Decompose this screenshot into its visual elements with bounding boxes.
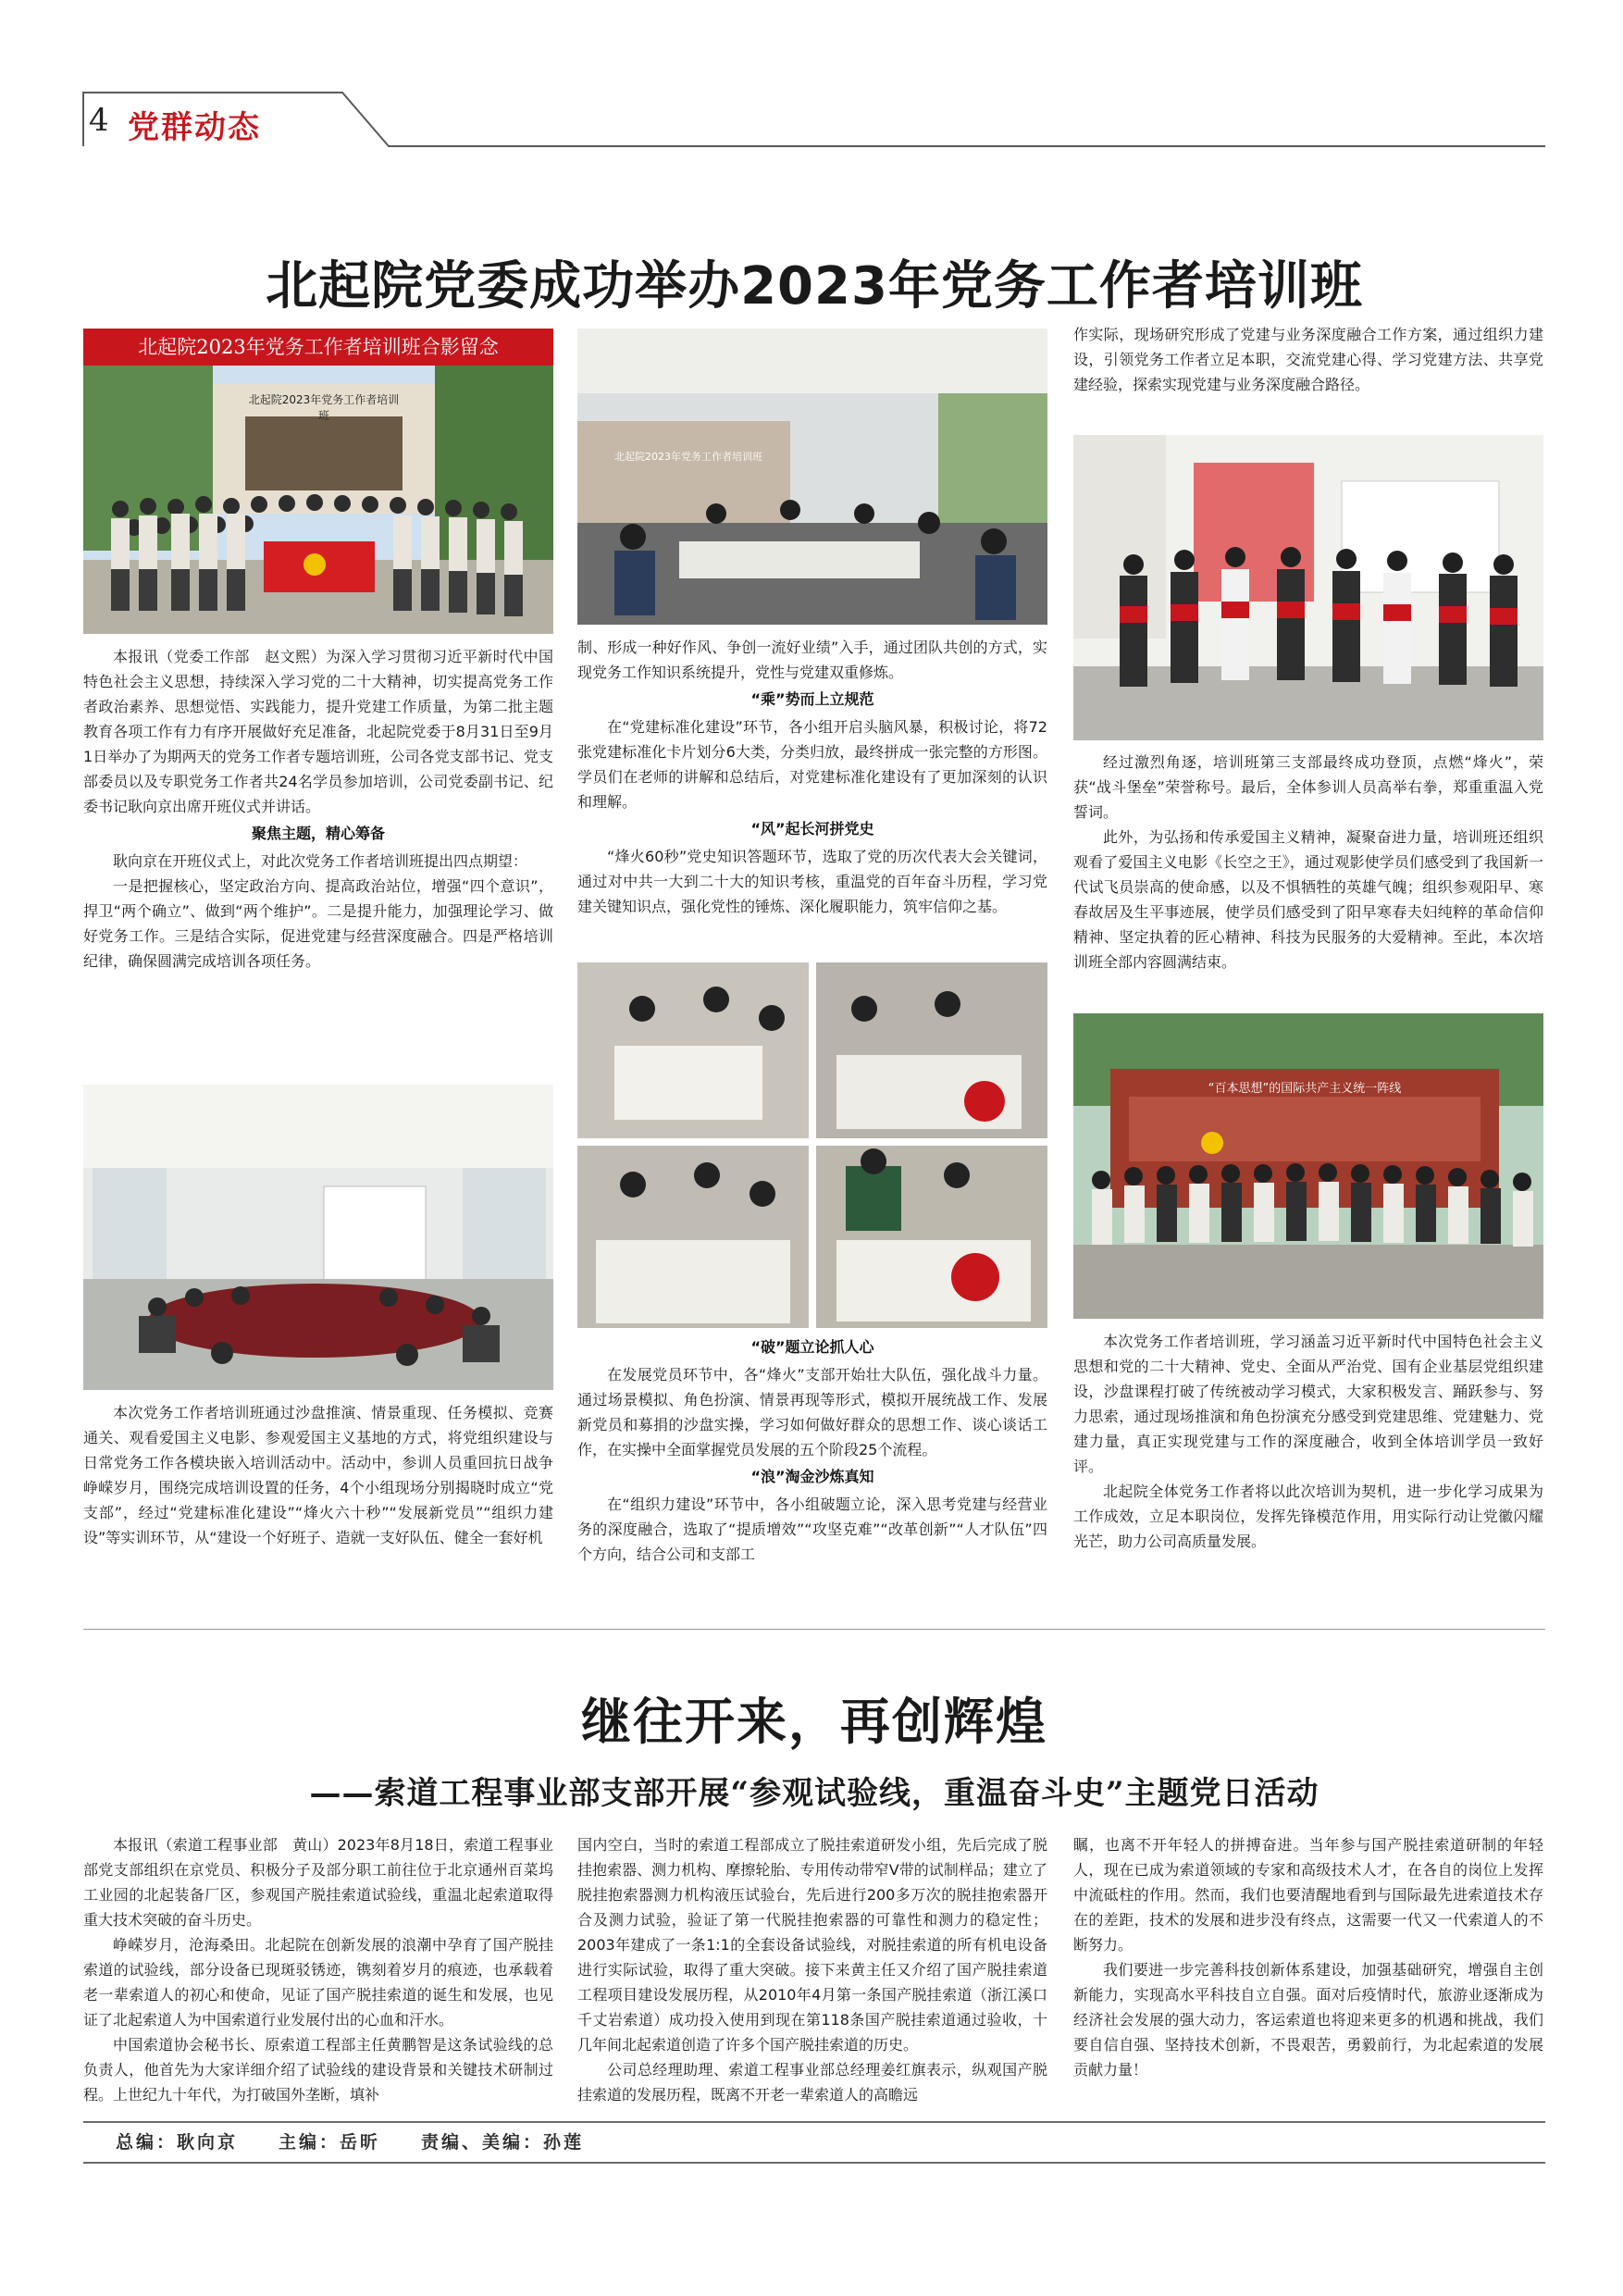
subheading-standardization: “乘”势而上立规范 [750, 690, 874, 708]
article2-title: 继往开来，再创辉煌 [581, 1693, 1047, 1751]
award-ceremony-photo [1073, 435, 1543, 740]
award-ceremony-photo-image [1073, 435, 1543, 740]
classroom-photo [83, 1085, 553, 1390]
training-session-photo-image [577, 329, 1047, 625]
training-session-banner: 北起院2023年党务工作者培训班 [614, 451, 762, 463]
article2-column-1 [83, 1832, 553, 2107]
article1-column-3-end [1073, 1329, 1543, 1554]
article2-paragraph: 瞩，也离不开年轻人的拼搏奋进。当年参与国产脱挂索道研制的年轻人，现在已成为索道领域的专家和高级技术人才，在各自的岗位上发挥中流砥柱的作用。然而，我们也要清醒地看到与国际最先进索道技术存在的差距，技术的发展和进步没有终点，这需要一代又一代索道人的不断努力。 [1073, 1836, 1543, 1954]
subheading-breakthrough: “破”题立论抓人心 [750, 1338, 874, 1356]
memorial-visit-banner: “百本思想”的国际共产主义统一阵线 [1208, 1082, 1402, 1096]
article1-paragraph: 作实际，现场研究形成了党建与业务深度融合工作方案，通过组织力建设，引领党务工作者立足本职，交流党建心得、学习党建方法、共享党建经验，探索实现党建与业务深度融合路径。 [1073, 326, 1543, 393]
article1-column-3-middle [1073, 750, 1543, 974]
article-divider [83, 1629, 1545, 1630]
article1-column-2-continued [577, 1333, 1047, 1567]
article2-column-2 [577, 1832, 1047, 2107]
article2-paragraph: 峥嵘岁月，沧海桑田。北起院在创新发展的浪潮中孕育了国产脱挂索道的试验线，部分设备已现斑驳锈迹，镌刻着岁月的痕迹，也承载着老一辈索道人的初心和使命，见证了国产脱挂索道的诞生和发展，也见证了北起索道人为中国索道行业发展付出的心血和汗水。 [83, 1936, 553, 2029]
article1-paragraph: 在发展党员环节中，各“烽火”支部开始壮大队伍，强化战斗力量。通过场景模拟、角色扮演、情景再现等形式，模拟开展统战工作、发展新党员和募捐的沙盘实操，学习如何做好群众的思想工作、谈心谈话工作，在实操中全面掌握党员发展的五个阶段25个流程。 [577, 1366, 1047, 1458]
article1-paragraph: 在“组织力建设”环节中，各小组破题立论，深入思考党建与经营业务的深度融合，选取了“提质增效”“攻坚克难”“改革创新”“人才队伍”四个方向，结合公司和支部工 [577, 1496, 1047, 1563]
section-title: 党群动态 [128, 109, 261, 146]
article1-paragraph: 耿向京在开班仪式上，对此次党务工作者培训班提出四点期望： [113, 852, 528, 870]
article2-paragraph: 我们要进一步完善科技创新体系建设，加强基础研究，增强自主创新能力，实现高水平科技自立自强。面对后疫情时代，旅游业逐渐成为经济社会发展的强大动力，客运索道也将迎来更多的机遇和挑战，我们要自信自强、坚持技术创新，不畏艰苦，勇毅前行，为北起索道的发展贡献力量！ [1073, 1961, 1543, 2079]
article1-title: 北起院党委成功举办2023年党务工作者培训班 [266, 256, 1363, 316]
article1-paragraph: 本次党务工作者培训班，学习涵盖习近平新时代中国特色社会主义思想和党的二十大精神、党史、全面从严治党、国有企业基层党组织建设，沙盘课程打破了传统被动学习模式，大家积极发言、踊跃参与、努力思索，通过现场推演和角色扮演充分感受到党建思维、党建魅力、党建力量，真正实现党建与工作的深度融合，收到全体培训学员一致好评。 [1073, 1333, 1543, 1475]
group-photo-caption: 北起院2023年党务工作者培训班合影留念 [83, 329, 553, 366]
training-session-photo [577, 329, 1047, 625]
article1-column-2 [577, 635, 1047, 919]
article1-paragraph: 此外，为弘扬和传承爱国主义精神，凝聚奋进力量，培训班还组织观看了爱国主义电影《长空之王》，通过观影使学员们感受到了我国新一代试飞员崇高的使命感，以及不惧牺牲的英雄气魄；组织参观阳早、寒春故居及生平事迹展，使学员们感受到了阳早寒春夫妇纯粹的革命信仰精神、坚定执着的匠心精神、科技为民服务的大爱精神。至此，本次培训班全部内容圆满结束。 [1073, 828, 1543, 971]
page-number: 4 [89, 102, 109, 139]
subheading-organization: “浪”淘金沙炼真知 [750, 1468, 874, 1485]
article1-column-1 [83, 644, 553, 974]
article1-paragraph: 北起院全体党务工作者将以此次培训为契机，进一步化学习成果为工作成效，立足本职岗位，发挥先锋模范作用，用实际行动让党徽闪耀光芒，助力公司高质量发展。 [1073, 1483, 1543, 1550]
group-photo-image [83, 329, 553, 634]
article2-paragraph: 公司总经理助理、索道工程事业部总经理姜红旗表示，纵观国产脱挂索道的发展历程，既离不开老一辈索道人的高瞻远 [577, 2061, 1047, 2104]
group-photo-banner: 北起院2023年党务工作者培训班 [248, 393, 400, 422]
article1-paragraph: 一是把握核心，坚定政治方向、提高政治站位，增强“四个意识”，捍卫“两个确立”、做到“两个维护”。二是提升能力，加强理论学习、做好党务工作。三是结合实际，促进党建与经营深度融合。四是严格培训纪律，确保圆满完成培训各项任务。 [83, 877, 553, 970]
article1-lead-paragraph: 本报讯（党委工作部 赵文熙）为深入学习贯彻习近平新时代中国特色社会主义思想，持续深入学习党的二十大精神，切实提高党务工作者政治素养、思想觉悟、实践能力，提升党建工作质量，为第二批主题教育各项工作有力有序开展做好充足准备，北起院党委于8月31日至9月1日举办了为期两天的党务工作者专题培训班，公司各党支部书记、党支部委员以及专职党务工作者共24名学员参加培训，公司党委副书记、纪委书记耿向京出席开班仪式并讲话。 [83, 648, 553, 815]
article1-paragraph: 制、形成一种好作风、争创一流好业绩”入手，通过团队共创的方式，实现党务工作知识系统提升，党性与党建双重修炼。 [577, 639, 1047, 681]
article1-paragraph: “烽火60秒”党史知识答题环节，选取了党的历次代表大会关键词，通过对中共一大到二十大的知识考核，重温党的百年奋斗历程，学习党建关键知识点，强化党性的锤炼、深化履职能力，筑牢信仰之基。 [577, 848, 1047, 915]
classroom-photo-image [83, 1085, 553, 1390]
footer-rule-top [83, 2121, 1545, 2123]
header-rule [74, 89, 1555, 154]
article1-paragraph: 本次党务工作者培训班通过沙盘推演、情景重现、任务模拟、竞赛通关、观看爱国主义电影、参观爱国主义基地的方式，将党组织建设与日常党务工作各模块嵌入培训活动中。活动中，参训人员重回抗日战争峥嵘岁月，围绕完成培训设置的任务，4个小组现场分别揭晓时成立“党支部”，经过“党建标准化建设”“烽火六十秒”“发展新党员”“组织力建设”等实训环节，从“建设一个好班子、造就一支好队伍、健全一套好机 [83, 1404, 553, 1546]
article1-column-3 [1073, 322, 1543, 397]
subheading-party-history: “风”起长河拼党史 [750, 820, 874, 838]
article1-paragraph: 在“党建标准化建设”环节，各小组开启头脑风暴，积极讨论，将72张党建标准化卡片划分6大类，分类归放，最终拼成一张完整的方形图。学员们在老师的讲解和总结后，对党建标准化建设有了更加深刻的认识和理解。 [577, 718, 1047, 811]
memorial-visit-photo-image [1073, 1013, 1543, 1319]
footer-rule-bottom [83, 2162, 1545, 2164]
article2-lead-paragraph: 本报讯（索道工程事业部 黄山）2023年8月18日，索道工程事业部党支部组织在京党员、积极分子及部分职工前往位于北京通州百菜坞工业园的北起装备厂区，参观国产脱挂索道试验线，重温北起索道取得重大技术突破的奋斗历史。 [83, 1836, 553, 1929]
memorial-visit-photo [1073, 1013, 1543, 1319]
article1-column-1-continued [83, 1400, 553, 1550]
page-header [0, 0, 1623, 157]
sand-table-collage-image [577, 962, 1047, 1328]
article2-paragraph: 中国索道协会秘书长、原索道工程部主任黄鹏智是这条试验线的总负责人，他首先为大家详细介绍了试验线的建设背景和关键技术研制过程。上世纪九十年代，为打破国外垄断，填补 [83, 2036, 553, 2104]
article2-column-3 [1073, 1832, 1543, 2082]
subheading-focus-theme: 聚焦主题，精心筹备 [251, 825, 385, 842]
article1-paragraph: 经过激烈角逐，培训班第三支部最终成功登顶，点燃“烽火”，荣获“战斗堡垒”荣誉称号。最后，全体参训人员高举右拳，郑重重温入党誓词。 [1073, 753, 1543, 821]
article2-subtitle: ——索道工程事业部支部开展“参观试验线，重温奋斗史”主题党日活动 [309, 1775, 1319, 1812]
article2-paragraph: 国内空白，当时的索道工程部成立了脱挂索道研发小组，先后完成了脱挂抱索器、测力机构、摩擦轮胎、专用传动带窄V带的试制样品；建立了脱挂抱索器测力机构液压试验台，先后进行200多万次的脱挂抱索器开合及测力试验，验证了第一代脱挂抱索器的可靠性和测力的稳定性；2003年建成了一条1:1的全套设备试验线，对脱挂索道的所有机电设备进行实际试验，取得了重大突破。接下来黄主任又介绍了国产脱挂索道工程项目建设发展历程，从2010年4月第一条国产脱挂索道（浙江溪口千丈岩索道）成功投入使用到现在第118条国产脱挂索道通过验收，十几年间北起索道创造了许多个国产脱挂索道的历史。 [577, 1836, 1047, 2054]
group-photo [83, 329, 553, 634]
footer-credits: 总编：耿向京 主编：岳昕 责编、美编：孙莲 [116, 2132, 585, 2153]
sand-table-collage [577, 962, 1047, 1328]
